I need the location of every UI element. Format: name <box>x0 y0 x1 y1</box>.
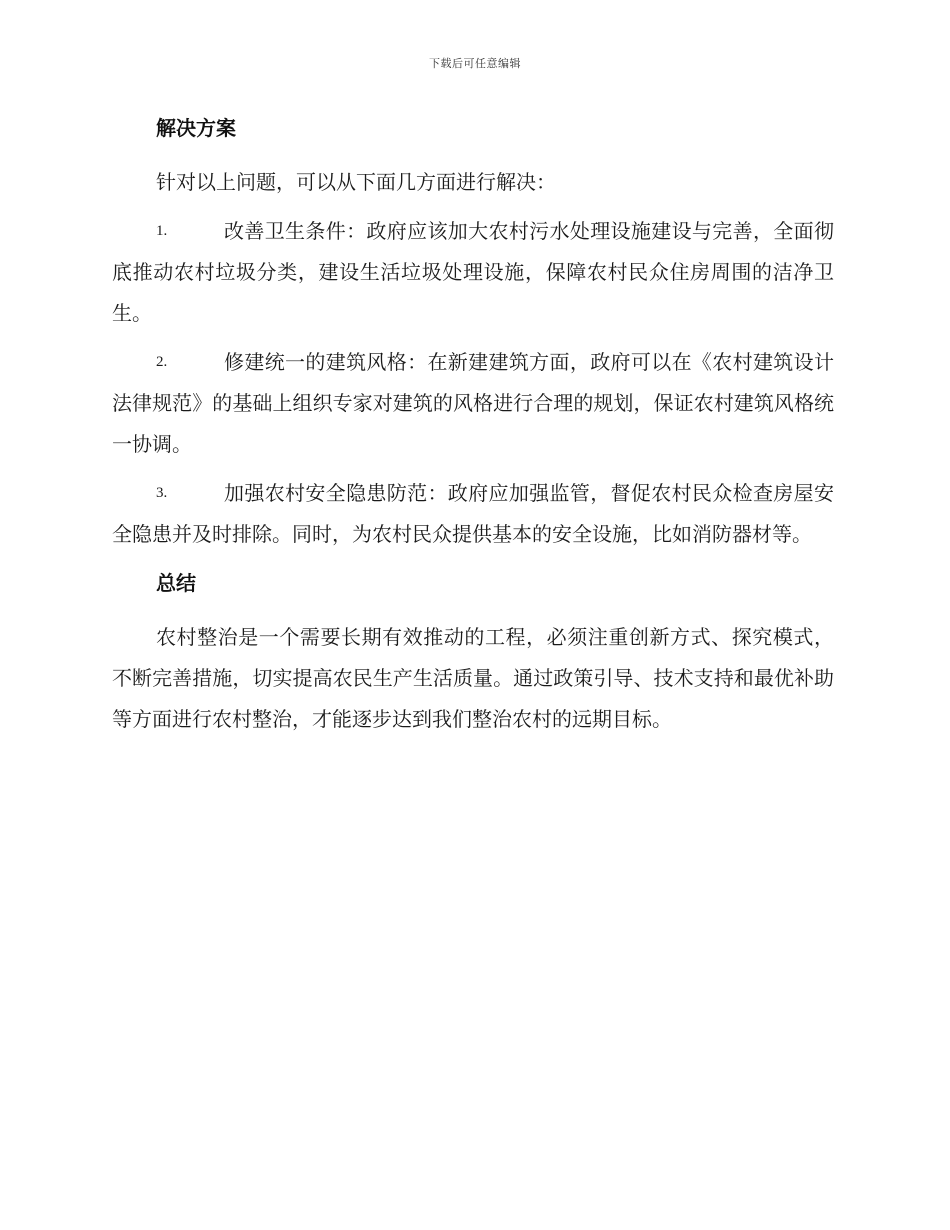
summary-paragraph: 农村整治是一个需要长期有效推动的工程，必须注重创新方式、探究模式，不断完善措施，切实提高农民生产生活质量。通过政策引导、技术支持和最优补助等方面进行农村整治，才能逐步达到我们整治农村的远期目标。 <box>112 625 834 731</box>
document-body <box>112 108 834 740</box>
list-item <box>112 342 834 465</box>
list-item-number: 2. <box>156 354 168 370</box>
header-note: 下载后可任意编辑 <box>429 57 521 70</box>
list-item <box>112 473 834 555</box>
list-item-text: 修建统一的建筑风格：在新建建筑方面，政府可以在《农村建筑设计法律规范》的基础上组织专家对建筑的风格进行合理的规划，保证农村建筑风格统一协调。 <box>112 350 834 456</box>
solution-intro: 针对以上问题，可以从下面几方面进行解决： <box>156 170 556 194</box>
list-item-number: 1. <box>156 223 168 239</box>
list-item-text: 加强农村安全隐患防范：政府应加强监管，督促农村民众检查房屋安全隐患并及时排除。同时，为农村民众提供基本的安全设施，比如消防器材等。 <box>112 481 834 546</box>
list-item-number: 3. <box>156 485 168 501</box>
list-item-text: 改善卫生条件：政府应该加大农村污水处理设施建设与完善，全面彻底推动农村垃圾分类，建设生活垃圾处理设施，保障农村民众住房周围的洁净卫生。 <box>112 219 834 325</box>
section-heading-solution: 解决方案 <box>156 116 236 140</box>
section-heading-summary: 总结 <box>156 571 196 595</box>
list-item <box>112 211 834 334</box>
